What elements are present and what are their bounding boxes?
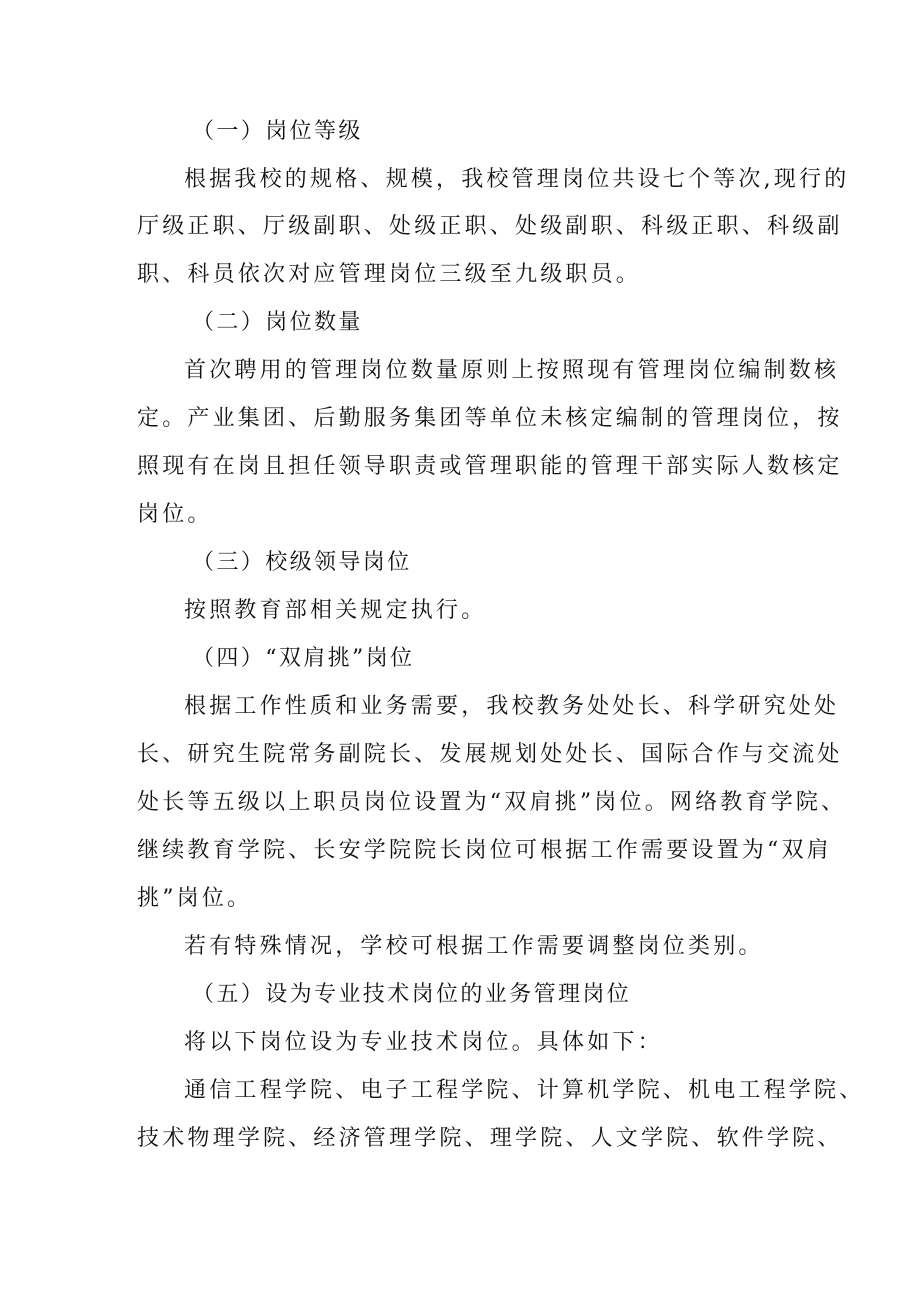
section-heading-3: （三）校级领导岗位 <box>192 550 412 575</box>
section-heading-2: （二）岗位数量 <box>192 310 363 335</box>
paragraph-line: 按照教育部相关规定执行。 <box>184 598 487 623</box>
paragraph-line: 挑”岗位。 <box>137 886 253 911</box>
paragraph-line: 首次聘用的管理岗位数量原则上按照现有管理岗位编制数核 <box>184 358 840 383</box>
paragraph-line: 定。产业集团、后勤服务集团等单位未核定编制的管理岗位，按 <box>137 406 843 431</box>
paragraph-line: 处长等五级以上职员岗位设置为“双肩挑”岗位。网络教育学院、 <box>137 790 847 815</box>
paragraph-line: 岗位。 <box>137 502 213 527</box>
paragraph-line: 职、科员依次对应管理岗位三级至九级职员。 <box>137 262 642 287</box>
section-heading-4: （四）“双肩挑”岗位 <box>192 646 415 671</box>
section-heading-5: （五）设为专业技术岗位的业务管理岗位 <box>192 982 632 1007</box>
paragraph-line: 技术物理学院、经济管理学院、理学院、人文学院、软件学院、 <box>137 1126 843 1151</box>
section-heading-1: （一）岗位等级 <box>192 119 363 144</box>
paragraph-line: 厅级正职、厅级副职、处级正职、处级副职、科级正职、科级副 <box>137 214 843 239</box>
paragraph-line: 将以下岗位设为专业技术岗位。具体如下： <box>184 1030 663 1055</box>
paragraph-line: 根据我校的规格、规模，我校管理岗位共设七个等次,现行的 <box>184 167 850 192</box>
paragraph-line: 继续教育学院、长安学院院长岗位可根据工作需要设置为“双肩 <box>137 838 832 863</box>
paragraph-line: 通信工程学院、电子工程学院、计算机学院、机电工程学院、 <box>184 1078 865 1103</box>
paragraph-line: 长、研究生院常务副院长、发展规划处处长、国际合作与交流处 <box>137 742 843 767</box>
paragraph-line: 照现有在岗且担任领导职责或管理职能的管理干部实际人数核定 <box>137 454 843 479</box>
paragraph-line: 若有特殊情况，学校可根据工作需要调整岗位类别。 <box>184 934 764 959</box>
paragraph-line: 根据工作性质和业务需要，我校教务处处长、科学研究处处 <box>184 694 840 719</box>
